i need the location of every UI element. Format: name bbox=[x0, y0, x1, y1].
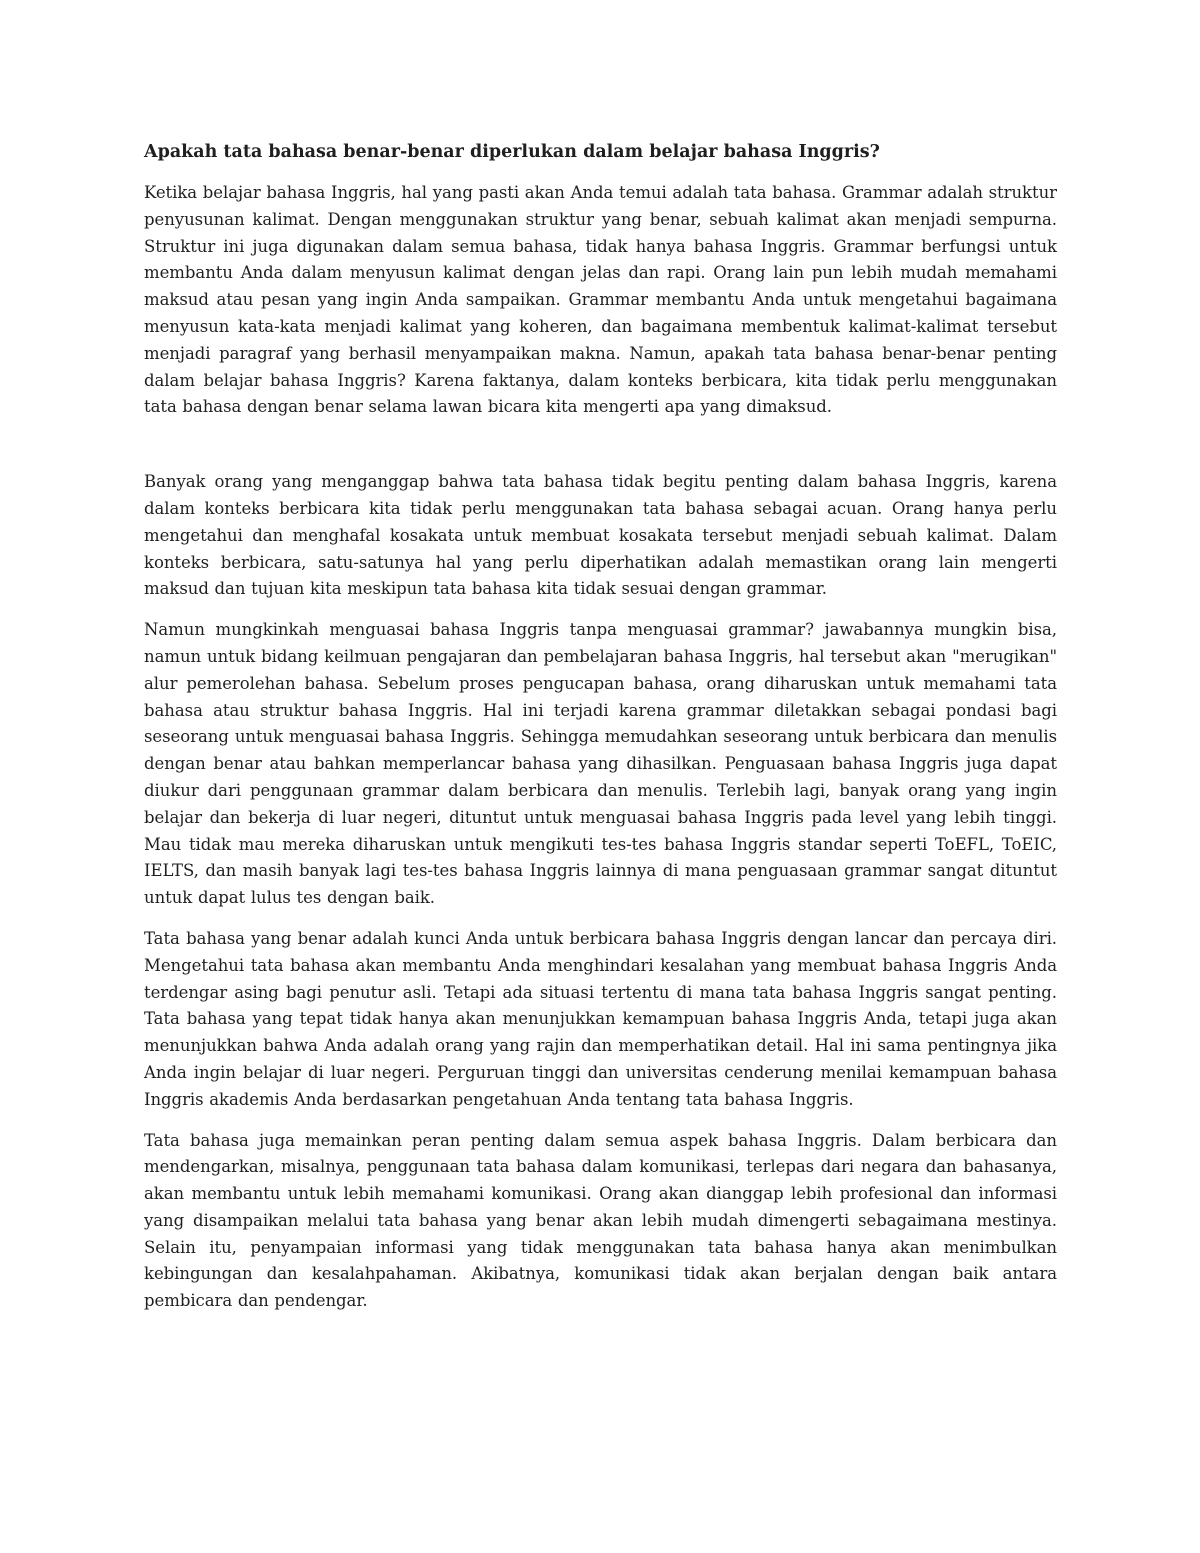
paragraph-2: Banyak orang yang menganggap bahwa tata bahasa tidak begitu penting dalam bahasa Inggris, karena dalam konteks berbicara kita tidak perlu menggunakan tata bahasa sebagai acuan. Orang hanya perlu mengetahui dan menghafal kosakata untuk membuat kosakata tersebut menjadi sebuah kalimat. Dalam konteks berbicara, satu-satunya hal yang perlu diperhatikan adalah memastikan orang lain mengerti maksud dan tujuan kita meskipun tata bahasa kita tidak sesuai dengan grammar. bbox=[144, 472, 1057, 599]
paragraph-4: Tata bahasa yang benar adalah kunci Anda untuk berbicara bahasa Inggris dengan lancar dan percaya diri. Mengetahui tata bahasa akan membantu Anda menghindari kesalahan yang membuat bahasa Inggris Anda terdengar asing bagi penutur asli. Tetapi ada situasi tertentu di mana tata bahasa Inggris sangat penting. Tata bahasa yang tepat tidak hanya akan menunjukkan kemampuan bahasa Inggris Anda, tetapi juga akan menunjukkan bahwa Anda adalah orang yang rajin dan memperhatikan detail. Hal ini sama pentingnya jika Anda ingin belajar di luar negeri. Perguruan tinggi dan universitas cenderung menilai kemampuan bahasa Inggris akademis Anda berdasarkan pengetahuan Anda tentang tata bahasa Inggris. bbox=[144, 928, 1057, 1109]
paragraph-5: Tata bahasa juga memainkan peran penting dalam semua aspek bahasa Inggris. Dalam berbicara dan mendengarkan, misalnya, penggunaan tata bahasa dalam komunikasi, terlepas dari negara dan bahasanya, akan membantu untuk lebih memahami komunikasi. Orang akan dianggap lebih profesional dan informasi yang disampaikan melalui tata bahasa yang benar akan lebih mudah dimengerti sebagaimana mestinya. Selain itu, penyampaian informasi yang tidak menggunakan tata bahasa hanya akan menimbulkan kebingungan dan kesalahpahaman. Akibatnya, komunikasi tidak akan berjalan dengan baik antara pembicara dan pendengar. bbox=[144, 1130, 1057, 1311]
document-title: Apakah tata bahasa benar-benar diperlukan dalam belajar bahasa Inggris? bbox=[144, 142, 880, 162]
paragraph-1: Ketika belajar bahasa Inggris, hal yang pasti akan Anda temui adalah tata bahasa. Grammar adalah struktur penyusunan kalimat. Dengan menggunakan struktur yang benar, sebuah kalimat akan menjadi sempurna. Struktur ini juga digunakan dalam semua bahasa, tidak hanya bahasa Inggris. Grammar berfungsi untuk membantu Anda dalam menyusun kalimat dengan jelas dan rapi. Orang lain pun lebih mudah memahami maksud atau pesan yang ingin Anda sampaikan. Grammar membantu Anda untuk mengetahui bagaimana menyusun kata-kata menjadi kalimat yang koheren, dan bagaimana membentuk kalimat-kalimat tersebut menjadi paragraf yang berhasil menyampaikan makna. Namun, apakah tata bahasa benar-benar penting dalam belajar bahasa Inggris? Karena faktanya, dalam konteks berbicara, kita tidak perlu menggunakan tata bahasa dengan benar selama lawan bicara kita mengerti apa yang dimaksud. bbox=[144, 183, 1057, 417]
paragraph-3: Namun mungkinkah menguasai bahasa Inggris tanpa menguasai grammar? jawabannya mungkin bisa, namun untuk bidang keilmuan pengajaran dan pembelajaran bahasa Inggris, hal tersebut akan "merugikan" alur pemerolehan bahasa. Sebelum proses pengucapan bahasa, orang diharuskan untuk memahami tata bahasa atau struktur bahasa Inggris. Hal ini terjadi karena grammar diletakkan sebagai pondasi bagi seseorang untuk menguasai bahasa Inggris. Sehingga memudahkan seseorang untuk berbicara dan menulis dengan benar atau bahkan memperlancar bahasa yang dihasilkan. Penguasaan bahasa Inggris juga dapat diukur dari penggunaan grammar dalam berbicara dan menulis. Terlebih lagi, banyak orang yang ingin belajar dan bekerja di luar negeri, dituntut untuk menguasai bahasa Inggris pada level yang lebih tinggi. Mau tidak mau mereka diharuskan untuk mengikuti tes-tes bahasa Inggris standar seperti ToEFL, ToEIC, IELTS, dan masih banyak lagi tes-tes bahasa Inggris lainnya di mana penguasaan grammar sangat dituntut untuk dapat lulus tes dengan baik. bbox=[144, 620, 1057, 908]
document-body bbox=[144, 139, 1057, 1329]
